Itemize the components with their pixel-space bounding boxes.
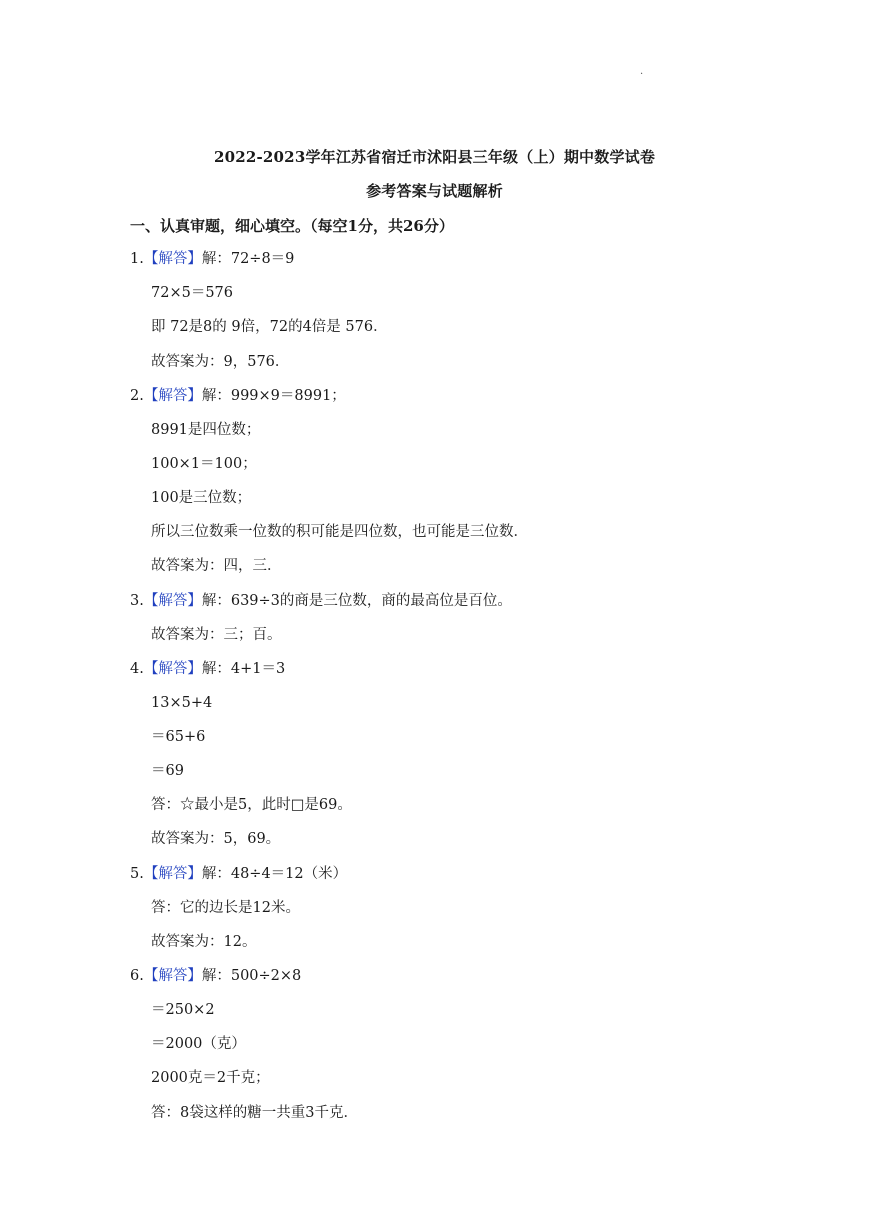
corner-mark: . [640, 66, 644, 77]
document-title: 2022-2023学年江苏省宿迁市沭阳县三年级（上）期中数学试卷 [213, 148, 656, 166]
answer-tag: 【解答】 [143, 251, 202, 267]
answer-line: 故答案为：三；百。 [151, 627, 282, 643]
section-heading: 一、认真审题，细心填空。（每空1分，共26分） [130, 217, 454, 235]
answer-item-4 [130, 659, 285, 679]
answer-line: 答：它的边长是12米。 [151, 900, 300, 916]
answer-first-line: 解：48÷4＝12（米） [201, 866, 348, 882]
answer-line: 8991是四位数； [151, 422, 261, 438]
answer-item-3 [130, 591, 512, 611]
answer-line: 答：8袋这样的糖一共重3千克． [151, 1105, 358, 1121]
answer-line: 100是三位数； [151, 490, 252, 506]
answer-line: 故答案为：12。 [151, 934, 257, 950]
answer-first-line: 解：4+1＝3 [201, 661, 286, 677]
answer-tag: 【解答】 [143, 661, 202, 677]
item-number: 5. [130, 866, 144, 882]
answer-tag: 【解答】 [143, 593, 202, 609]
answer-first-line: 解：72÷8＝9 [201, 251, 295, 267]
answer-line: 72×5＝576 [151, 285, 234, 301]
answer-line: 即 72是8的 9倍，72的4倍是 576． [151, 319, 388, 335]
answer-item-1 [130, 249, 294, 269]
answer-line: 故答案为：四，三． [151, 558, 282, 574]
answer-line: ＝2000（克） [151, 1036, 246, 1052]
answer-line: ＝65+6 [151, 729, 206, 745]
answer-line: 2000克＝2千克； [151, 1070, 270, 1086]
answer-tag: 【解答】 [143, 866, 202, 882]
answer-item-5 [130, 864, 347, 884]
answer-item-2 [130, 386, 346, 406]
answer-line: 故答案为：9，576． [151, 354, 290, 370]
item-number: 6. [130, 968, 144, 984]
answer-line: 100×1＝100； [151, 456, 257, 472]
answer-line: 故答案为：5，69。 [151, 831, 281, 847]
answer-line: 13×5+4 [151, 695, 213, 711]
answer-tag: 【解答】 [143, 968, 202, 984]
answer-line: 答：☆最小是5，此时□是69。 [151, 797, 352, 813]
answer-tag: 【解答】 [143, 388, 202, 404]
item-number: 4. [130, 661, 144, 677]
answer-line: 所以三位数乘一位数的积可能是四位数，也可能是三位数． [151, 524, 528, 540]
answer-first-line: 解：999×9＝8991； [201, 388, 346, 404]
answer-line: ＝250×2 [151, 1002, 215, 1018]
item-number: 2. [130, 388, 144, 404]
answer-line: ＝69 [151, 763, 184, 779]
item-number: 1. [130, 251, 144, 267]
answer-item-6 [130, 966, 301, 986]
answer-first-line: 解：639÷3的商是三位数，商的最高位是百位。 [201, 593, 512, 609]
document-subtitle: 参考答案与试题解析 [366, 182, 503, 200]
answer-first-line: 解：500÷2×8 [201, 968, 302, 984]
item-number: 3. [130, 593, 144, 609]
